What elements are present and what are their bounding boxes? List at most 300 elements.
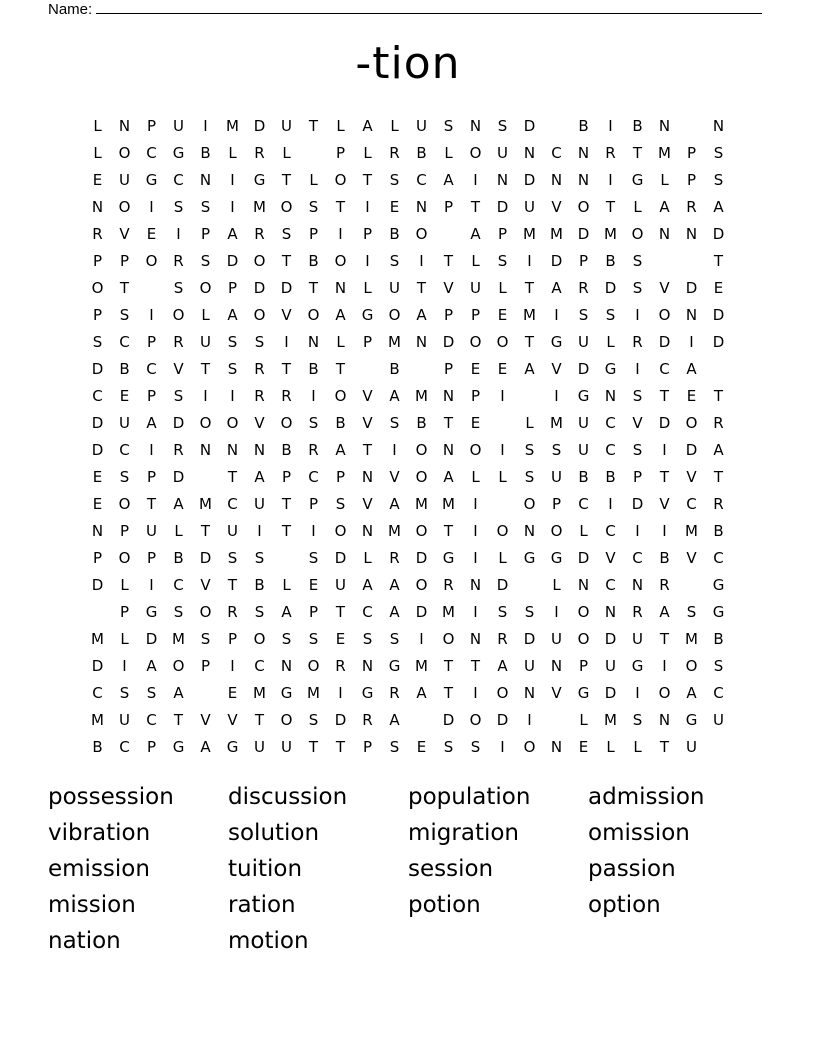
word-list-item: population bbox=[408, 784, 531, 810]
name-label: Name: bbox=[48, 1, 93, 18]
grid-cell: S bbox=[227, 332, 238, 351]
grid-cell: A bbox=[416, 683, 427, 702]
grid-cell: T bbox=[308, 116, 319, 135]
grid-cell bbox=[516, 382, 543, 409]
grid-cell: O bbox=[118, 197, 131, 216]
grid-cell: I bbox=[419, 629, 424, 648]
grid-cell: O bbox=[118, 548, 131, 567]
grid-cell: N bbox=[469, 575, 482, 594]
grid-cell: O bbox=[469, 710, 482, 729]
grid-cell: T bbox=[470, 197, 481, 216]
grid-cell: E bbox=[119, 386, 130, 405]
grid-cell: A bbox=[551, 278, 562, 297]
grid-cell: N bbox=[91, 521, 104, 540]
word-list-item: vibration bbox=[48, 820, 151, 846]
grid-cell: R bbox=[389, 143, 400, 162]
grid-cell: I bbox=[203, 386, 208, 405]
grid-cell: A bbox=[335, 305, 346, 324]
grid-cell: V bbox=[659, 278, 670, 297]
grid-cell: N bbox=[658, 710, 671, 729]
name-field bbox=[48, 0, 762, 19]
grid-cell: E bbox=[227, 683, 238, 702]
grid-cell: I bbox=[149, 305, 154, 324]
grid-cell: I bbox=[689, 332, 694, 351]
grid-cell: D bbox=[91, 413, 104, 432]
word-list-item: possession bbox=[48, 784, 174, 810]
grid-cell: D bbox=[550, 251, 563, 270]
grid-cell: G bbox=[604, 359, 617, 378]
grid-cell: L bbox=[606, 737, 615, 756]
grid-cell: S bbox=[173, 386, 184, 405]
grid-cell: B bbox=[416, 413, 427, 432]
grid-cell: U bbox=[713, 710, 724, 729]
grid-cell: R bbox=[632, 602, 643, 621]
grid-cell: N bbox=[334, 278, 347, 297]
grid-cell: O bbox=[469, 440, 482, 459]
grid-cell: D bbox=[577, 548, 590, 567]
grid-cell: G bbox=[577, 683, 590, 702]
grid-cell: U bbox=[200, 332, 211, 351]
grid-cell: L bbox=[390, 116, 399, 135]
grid-cell: O bbox=[658, 305, 671, 324]
grid-cell: O bbox=[253, 251, 266, 270]
grid-cell: L bbox=[660, 170, 669, 189]
grid-cell: S bbox=[92, 332, 103, 351]
grid-cell: O bbox=[280, 197, 293, 216]
grid-cell: O bbox=[496, 521, 509, 540]
grid-cell: I bbox=[338, 224, 343, 243]
grid-cell: N bbox=[577, 170, 590, 189]
grid-cell: L bbox=[633, 197, 642, 216]
grid-cell: N bbox=[226, 440, 239, 459]
grid-cell: I bbox=[365, 251, 370, 270]
grid-cell: V bbox=[605, 548, 616, 567]
grid-cell: V bbox=[200, 710, 211, 729]
grid-cell: R bbox=[659, 575, 670, 594]
grid-cell: N bbox=[199, 440, 212, 459]
grid-cell bbox=[678, 112, 705, 139]
grid-cell: D bbox=[496, 710, 509, 729]
grid-cell: M bbox=[307, 683, 320, 702]
grid-cell: I bbox=[662, 656, 667, 675]
grid-cell: I bbox=[608, 494, 613, 513]
grid-cell: G bbox=[361, 683, 374, 702]
grid-cell: T bbox=[335, 737, 346, 756]
grid-cell: S bbox=[200, 629, 211, 648]
grid-cell: E bbox=[92, 494, 103, 513]
grid-cell bbox=[678, 247, 705, 274]
grid-cell: V bbox=[119, 224, 130, 243]
grid-cell: A bbox=[389, 494, 400, 513]
grid-cell: T bbox=[713, 386, 724, 405]
grid-cell: B bbox=[308, 251, 319, 270]
word-list bbox=[48, 781, 768, 961]
grid-cell: O bbox=[253, 629, 266, 648]
grid-cell: C bbox=[632, 548, 643, 567]
grid-cell: N bbox=[361, 467, 374, 486]
grid-cell: L bbox=[228, 143, 237, 162]
grid-cell: A bbox=[281, 602, 292, 621]
grid-cell: V bbox=[632, 413, 643, 432]
grid-cell: V bbox=[362, 494, 373, 513]
grid-cell: T bbox=[713, 467, 724, 486]
grid-cell: I bbox=[500, 737, 505, 756]
grid-cell: S bbox=[497, 251, 508, 270]
grid-cell: A bbox=[497, 656, 508, 675]
grid-cell: T bbox=[227, 575, 238, 594]
grid-cell: N bbox=[469, 629, 482, 648]
grid-cell: P bbox=[686, 143, 697, 162]
grid-cell: O bbox=[307, 656, 320, 675]
grid-cell: S bbox=[632, 710, 643, 729]
grid-cell: O bbox=[334, 386, 347, 405]
grid-cell: B bbox=[335, 413, 346, 432]
grid-cell: C bbox=[227, 494, 238, 513]
grid-cell: G bbox=[280, 683, 293, 702]
grid-cell: I bbox=[527, 710, 532, 729]
grid-cell: D bbox=[577, 359, 590, 378]
grid-cell: A bbox=[146, 656, 157, 675]
grid-cell: C bbox=[605, 575, 616, 594]
grid-cell: B bbox=[416, 143, 427, 162]
grid-cell: R bbox=[173, 440, 184, 459]
grid-cell: P bbox=[470, 305, 481, 324]
grid-cell: U bbox=[254, 494, 265, 513]
grid-cell: M bbox=[226, 116, 239, 135]
grid-cell: E bbox=[497, 359, 508, 378]
grid-cell: I bbox=[608, 116, 613, 135]
grid-cell: T bbox=[443, 413, 454, 432]
grid-cell: C bbox=[146, 359, 157, 378]
grid-cell: G bbox=[523, 548, 536, 567]
grid-cell: U bbox=[632, 629, 643, 648]
grid-cell: L bbox=[471, 251, 480, 270]
word-list-item: discussion bbox=[228, 784, 348, 810]
grid-cell: T bbox=[281, 359, 292, 378]
grid-cell: S bbox=[389, 629, 400, 648]
grid-cell: C bbox=[605, 521, 616, 540]
grid-cell: M bbox=[91, 629, 104, 648]
grid-cell: O bbox=[496, 332, 509, 351]
grid-cell: L bbox=[579, 710, 588, 729]
grid-cell: I bbox=[635, 305, 640, 324]
grid-cell: S bbox=[173, 278, 184, 297]
grid-cell: S bbox=[254, 332, 265, 351]
grid-cell: G bbox=[631, 656, 644, 675]
grid-cell: I bbox=[419, 251, 424, 270]
grid-cell: B bbox=[389, 224, 400, 243]
grid-cell: M bbox=[604, 224, 617, 243]
grid-cell: T bbox=[632, 143, 643, 162]
grid-cell: L bbox=[525, 413, 534, 432]
grid-cell: B bbox=[200, 143, 211, 162]
grid-cell: A bbox=[389, 710, 400, 729]
grid-cell: S bbox=[686, 602, 697, 621]
grid-cell: U bbox=[119, 710, 130, 729]
grid-cell: V bbox=[281, 305, 292, 324]
grid-cell: A bbox=[389, 575, 400, 594]
grid-cell: V bbox=[551, 359, 562, 378]
grid-cell: S bbox=[227, 359, 238, 378]
grid-cell: A bbox=[227, 305, 238, 324]
grid-cell: P bbox=[578, 251, 589, 270]
grid-cell: G bbox=[712, 602, 725, 621]
grid-cell: U bbox=[119, 413, 130, 432]
grid-cell: I bbox=[149, 197, 154, 216]
grid-cell: G bbox=[388, 656, 401, 675]
grid-cell: P bbox=[578, 656, 589, 675]
grid-cell: D bbox=[523, 629, 536, 648]
page-title: -tion bbox=[355, 38, 461, 89]
grid-cell: T bbox=[470, 656, 481, 675]
grid-cell: I bbox=[473, 548, 478, 567]
grid-cell: S bbox=[389, 170, 400, 189]
grid-cell: T bbox=[443, 521, 454, 540]
grid-cell: I bbox=[365, 197, 370, 216]
grid-cell: G bbox=[253, 170, 266, 189]
grid-cell: R bbox=[389, 683, 400, 702]
grid-cell: R bbox=[335, 656, 346, 675]
grid-cell: I bbox=[473, 521, 478, 540]
grid-cell: T bbox=[713, 251, 724, 270]
grid-cell: B bbox=[578, 467, 589, 486]
grid-cell: T bbox=[281, 494, 292, 513]
grid-cell: T bbox=[362, 170, 373, 189]
grid-cell: I bbox=[122, 656, 127, 675]
grid-cell: O bbox=[415, 521, 428, 540]
grid-cell: I bbox=[473, 494, 478, 513]
grid-cell: T bbox=[227, 467, 238, 486]
grid-cell: C bbox=[92, 386, 103, 405]
word-list-item: nation bbox=[48, 928, 121, 954]
grid-cell: T bbox=[119, 278, 130, 297]
grid-cell: R bbox=[254, 224, 265, 243]
grid-cell: A bbox=[713, 440, 724, 459]
grid-cell: R bbox=[578, 278, 589, 297]
grid-cell: G bbox=[145, 602, 158, 621]
grid-cell: G bbox=[712, 575, 725, 594]
grid-cell bbox=[192, 463, 219, 490]
grid-cell: S bbox=[119, 683, 130, 702]
grid-cell: M bbox=[388, 521, 401, 540]
grid-cell: L bbox=[120, 629, 129, 648]
grid-cell: I bbox=[338, 683, 343, 702]
grid-cell: O bbox=[577, 197, 590, 216]
grid-cell: O bbox=[172, 305, 185, 324]
grid-cell: T bbox=[659, 737, 670, 756]
grid-cell: T bbox=[659, 629, 670, 648]
grid-cell: O bbox=[469, 332, 482, 351]
grid-cell: V bbox=[227, 710, 238, 729]
grid-cell: I bbox=[635, 683, 640, 702]
grid-cell: N bbox=[361, 656, 374, 675]
grid-cell: N bbox=[442, 440, 455, 459]
grid-cell: S bbox=[308, 629, 319, 648]
grid-cell: L bbox=[93, 143, 102, 162]
grid-cell: C bbox=[119, 332, 130, 351]
grid-cell: U bbox=[686, 737, 697, 756]
grid-cell: O bbox=[415, 224, 428, 243]
grid-cell: T bbox=[605, 197, 616, 216]
grid-cell: G bbox=[172, 143, 185, 162]
grid-cell: O bbox=[199, 413, 212, 432]
grid-cell: D bbox=[712, 305, 725, 324]
grid-cell: O bbox=[388, 305, 401, 324]
word-list-item: ration bbox=[228, 892, 296, 918]
grid-cell: N bbox=[550, 737, 563, 756]
grid-cell: D bbox=[172, 413, 185, 432]
grid-cell: A bbox=[713, 197, 724, 216]
grid-cell: L bbox=[201, 305, 210, 324]
grid-cell: P bbox=[92, 548, 103, 567]
grid-cell: T bbox=[146, 494, 157, 513]
grid-cell: D bbox=[415, 548, 428, 567]
grid-cell: S bbox=[443, 737, 454, 756]
grid-cell: S bbox=[146, 683, 157, 702]
grid-cell: S bbox=[362, 629, 373, 648]
grid-cell: L bbox=[471, 467, 480, 486]
grid-cell: L bbox=[336, 116, 345, 135]
grid-cell: M bbox=[415, 386, 428, 405]
grid-cell: S bbox=[173, 602, 184, 621]
grid-cell: P bbox=[362, 737, 373, 756]
grid-cell: I bbox=[230, 197, 235, 216]
grid-cell bbox=[273, 544, 300, 571]
grid-cell: G bbox=[361, 305, 374, 324]
grid-cell: O bbox=[415, 440, 428, 459]
grid-cell: I bbox=[554, 602, 559, 621]
grid-cell: P bbox=[146, 737, 157, 756]
grid-cell: S bbox=[308, 197, 319, 216]
grid-cell: N bbox=[253, 440, 266, 459]
grid-cell: P bbox=[551, 494, 562, 513]
grid-cell: G bbox=[172, 737, 185, 756]
grid-cell: B bbox=[119, 359, 130, 378]
grid-cell: I bbox=[149, 440, 154, 459]
word-list-item: session bbox=[408, 856, 494, 882]
grid-cell: V bbox=[200, 575, 211, 594]
grid-cell: E bbox=[92, 467, 103, 486]
grid-cell: M bbox=[442, 602, 455, 621]
grid-cell: D bbox=[604, 629, 617, 648]
grid-cell: D bbox=[91, 575, 104, 594]
grid-cell: M bbox=[550, 413, 563, 432]
grid-cell: U bbox=[281, 737, 292, 756]
grid-cell: N bbox=[550, 656, 563, 675]
grid-cell: S bbox=[389, 413, 400, 432]
grid-cell: T bbox=[173, 710, 184, 729]
grid-cell: I bbox=[230, 170, 235, 189]
grid-cell: D bbox=[334, 710, 347, 729]
word-list-item: motion bbox=[228, 928, 309, 954]
grid-cell: O bbox=[685, 656, 698, 675]
grid-cell: L bbox=[120, 575, 129, 594]
grid-cell: D bbox=[604, 278, 617, 297]
grid-cell: R bbox=[362, 710, 373, 729]
grid-cell: V bbox=[551, 683, 562, 702]
grid-cell: S bbox=[578, 305, 589, 324]
grid-cell: B bbox=[173, 548, 184, 567]
grid-cell: V bbox=[389, 467, 400, 486]
grid-cell: L bbox=[336, 332, 345, 351]
grid-cell: U bbox=[227, 521, 238, 540]
grid-cell: R bbox=[173, 332, 184, 351]
grid-cell: P bbox=[443, 305, 454, 324]
grid-cell: O bbox=[334, 251, 347, 270]
grid-cell: N bbox=[523, 683, 536, 702]
grid-cell: G bbox=[226, 737, 239, 756]
grid-cell: D bbox=[91, 440, 104, 459]
grid-cell: T bbox=[335, 197, 346, 216]
grid-cell: N bbox=[631, 575, 644, 594]
name-underline[interactable] bbox=[96, 0, 762, 14]
grid-cell: U bbox=[551, 467, 562, 486]
grid-cell bbox=[516, 571, 543, 598]
grid-cell: V bbox=[254, 413, 265, 432]
grid-cell: A bbox=[389, 386, 400, 405]
grid-cell: G bbox=[145, 170, 158, 189]
grid-cell: E bbox=[713, 278, 724, 297]
grid-cell: T bbox=[659, 467, 670, 486]
grid-cell: O bbox=[442, 629, 455, 648]
grid-cell: O bbox=[577, 629, 590, 648]
grid-cell: P bbox=[362, 332, 373, 351]
grid-cell: U bbox=[146, 521, 157, 540]
grid-cell: B bbox=[92, 737, 103, 756]
grid-cell: D bbox=[712, 224, 725, 243]
grid-cell: A bbox=[443, 170, 454, 189]
grid-cell: N bbox=[550, 170, 563, 189]
grid-cell: D bbox=[415, 602, 428, 621]
grid-cell: S bbox=[524, 440, 535, 459]
grid-cell: T bbox=[416, 278, 427, 297]
grid-cell: N bbox=[685, 305, 698, 324]
grid-cell: N bbox=[91, 197, 104, 216]
grid-cell: V bbox=[173, 359, 184, 378]
grid-cell: A bbox=[416, 305, 427, 324]
word-list-item: passion bbox=[588, 856, 676, 882]
grid-cell: O bbox=[280, 710, 293, 729]
grid-cell: A bbox=[173, 494, 184, 513]
grid-cell: C bbox=[92, 683, 103, 702]
grid-cell: S bbox=[632, 278, 643, 297]
grid-cell: P bbox=[686, 170, 697, 189]
grid-cell: O bbox=[685, 413, 698, 432]
grid-cell: G bbox=[550, 548, 563, 567]
grid-cell: S bbox=[119, 467, 130, 486]
grid-cell: T bbox=[200, 359, 211, 378]
grid-cell: R bbox=[713, 494, 724, 513]
grid-cell: P bbox=[308, 494, 319, 513]
grid-cell: B bbox=[713, 629, 724, 648]
grid-cell bbox=[543, 112, 570, 139]
grid-cell: M bbox=[685, 629, 698, 648]
grid-cell: G bbox=[550, 332, 563, 351]
grid-cell: P bbox=[308, 224, 319, 243]
grid-cell: N bbox=[496, 170, 509, 189]
grid-cell: T bbox=[281, 170, 292, 189]
grid-cell: N bbox=[523, 143, 536, 162]
grid-cell: S bbox=[713, 170, 724, 189]
grid-cell: U bbox=[524, 197, 535, 216]
grid-cell: P bbox=[119, 602, 130, 621]
grid-cell: S bbox=[713, 656, 724, 675]
grid-cell: O bbox=[199, 602, 212, 621]
grid-cell: R bbox=[632, 332, 643, 351]
grid-cell: D bbox=[523, 116, 536, 135]
grid-cell: S bbox=[524, 467, 535, 486]
grid-cell: O bbox=[253, 305, 266, 324]
